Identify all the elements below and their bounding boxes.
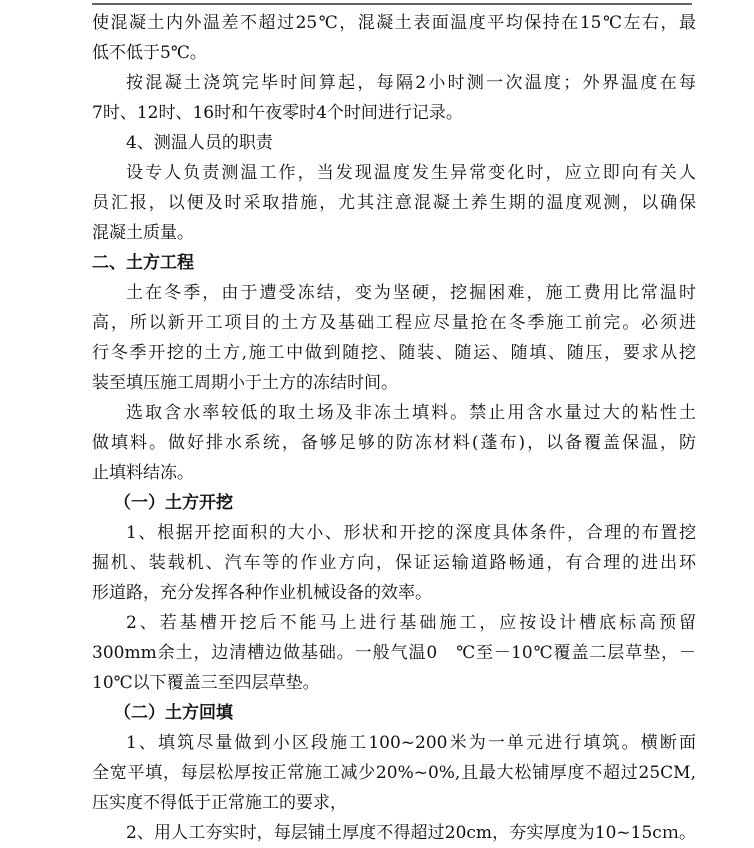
text-line-14: 选取含水率较低的取土场及非冻土填料。禁止用含水量过大的粘性土 (126, 403, 696, 423)
text-line-27: 压实度不得低于正常施工的要求， (92, 793, 347, 813)
text-line-1: 使混凝土内外温差不超过25℃，混凝土表面温度平均保持在15℃左右，最 (92, 13, 696, 33)
section-heading-earthwork: 二、土方工程 (92, 253, 194, 273)
text-line-11: 高，所以新开工项目的土方及基础工程应尽量抢在冬季施工前完。必须进 (92, 313, 696, 333)
text-line-10: 土在冬季，由于遭受冻结，变为坚硬，挖掘困难，施工费用比常温时 (126, 283, 696, 303)
subheading-4-monitoring-staff: 4、测温人员的职责 (126, 133, 273, 153)
text-line-26: 全宽平填，每层松厚按正常施工减少20%~0%,且最大松铺厚度不超过25CM, (92, 763, 696, 783)
text-line-3: 按混凝土浇筑完毕时间算起，每隔2小时测一次温度；外界温度在每 (126, 73, 696, 93)
text-line-13: 装至填压施工周期小于土方的冻结时间。 (92, 373, 398, 393)
text-line-12: 行冬季开挖的土方,施工中做到随挖、随装、随运、随填、随压，要求从挖 (92, 343, 696, 363)
subsection-heading-excavation: （一）土方开挖 (114, 493, 233, 513)
text-line-23: 10℃以下覆盖三至四层草垫。 (92, 673, 320, 693)
text-line-4: 7时、12时、16时和午夜零时4个时间进行记录。 (92, 103, 463, 123)
header-rule (92, 3, 692, 5)
text-line-15: 做填料。做好排水系统，备够足够的防冻材料(蓬布)，以备覆盖保温，防 (92, 433, 696, 453)
text-line-22: 300mm余土，边清槽边做基础。一般气温0 ℃至－10℃覆盖二层草垫，－ (92, 643, 696, 663)
text-line-8: 混凝土质量。 (92, 223, 194, 243)
text-line-16: 止填料结冻。 (92, 463, 194, 483)
text-line-7: 员汇报，以便及时采取措施，尤其注意混凝土养生期的温度观测，以确保 (92, 193, 696, 213)
subsection-heading-backfill: （二）土方回填 (114, 703, 233, 723)
text-line-19: 掘机、装载机、汽车等的作业方向，保证运输道路畅通，有合理的进出环 (92, 553, 696, 573)
text-line-25: 1、填筑尽量做到小区段施工100~200米为一单元进行填筑。横断面 (126, 733, 696, 753)
text-line-21: 2、若基槽开挖后不能马上进行基础施工，应按设计槽底标高预留 (126, 613, 696, 633)
text-line-18: 1、根据开挖面积的大小、形状和开挖的深度具体条件，合理的布置挖 (126, 523, 696, 543)
text-line-2: 低不低于5℃。 (92, 43, 207, 63)
text-line-28: 2、用人工夯实时，每层铺土厚度不得超过20cm，夯实厚度为10~15cｍ。 (126, 823, 696, 843)
text-line-20: 形道路，充分发挥各种作业机械设备的效率。 (92, 583, 432, 603)
text-line-6: 设专人负责测温工作，当发现温度发生异常变化时，应立即向有关人 (126, 163, 696, 183)
